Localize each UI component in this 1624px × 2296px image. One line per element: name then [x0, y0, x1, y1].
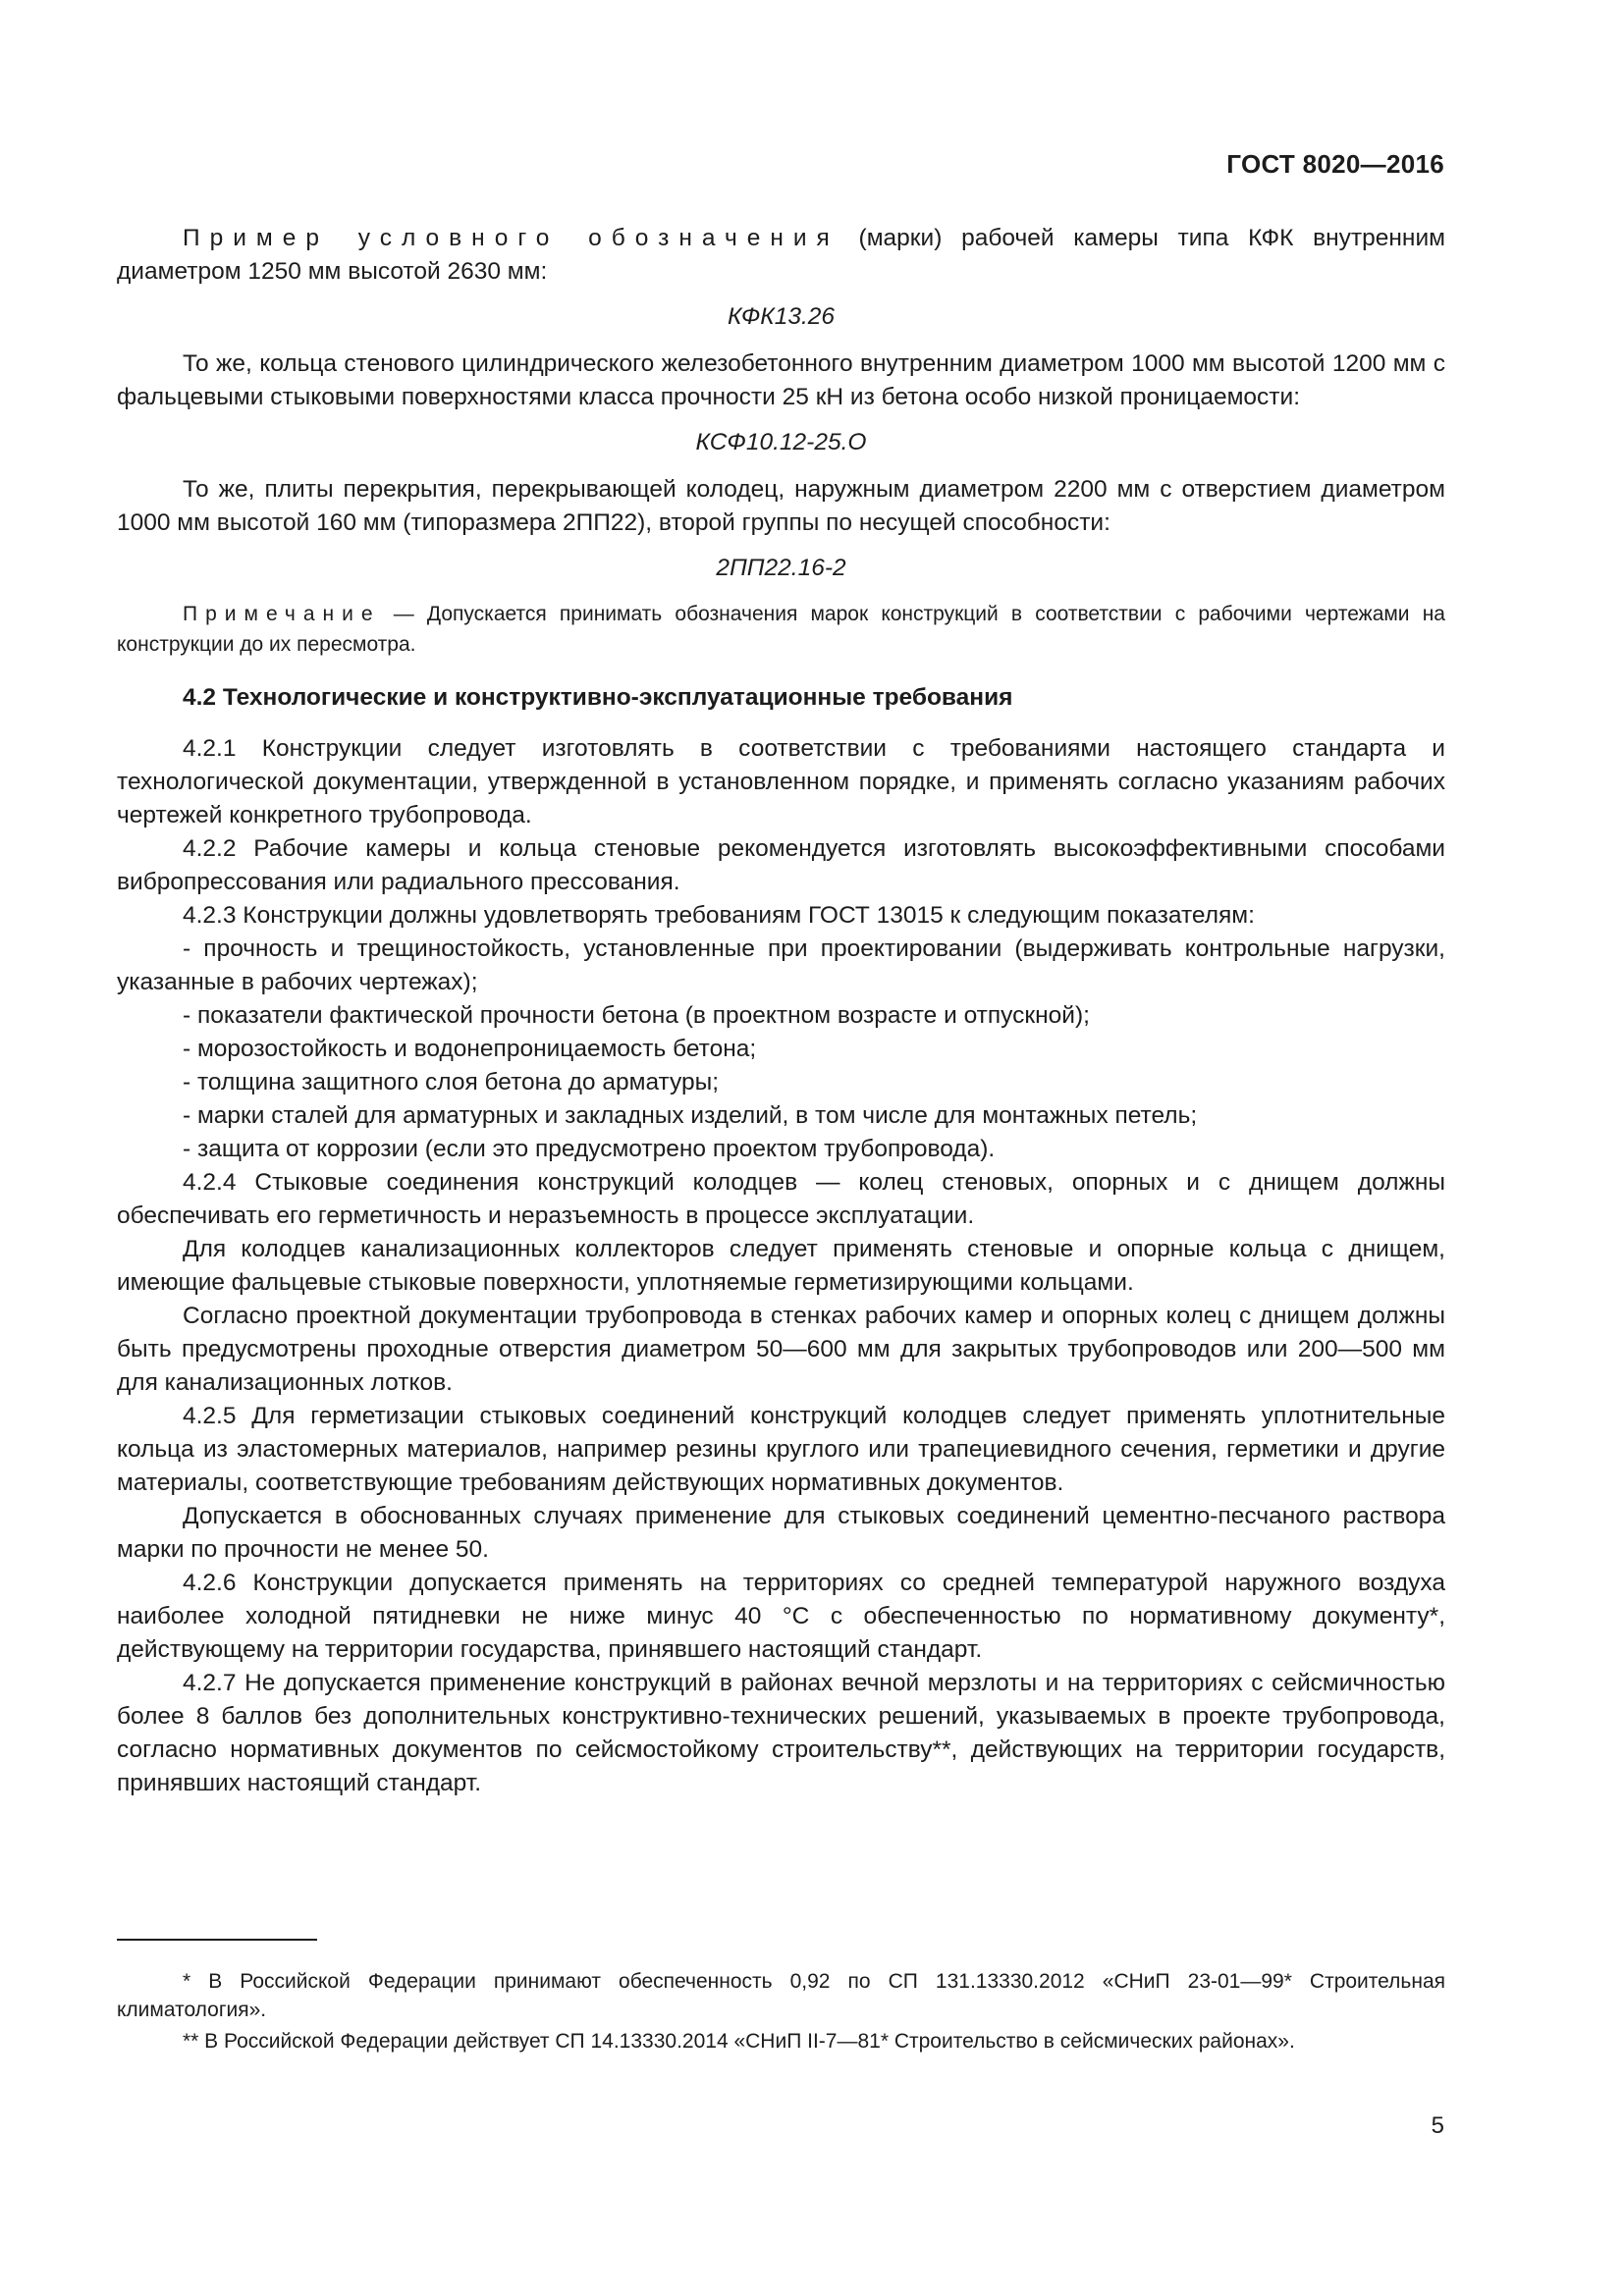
- clause-4-2-6: 4.2.6 Конструкции допускается применять на территориях со средней температурой наружного воздуха наиболее холодной пятидневки не ниже минус 40 °С с обеспеченностью по нормативному документу*, действующему на территории государства, принявшего настоящий стандарт.: [117, 1570, 1445, 1663]
- list-item: - морозостойкость и водонепроницаемость бетона;: [183, 1036, 757, 1062]
- clause-4-2-4-sewer: Для колодцев канализационных коллекторов следует применять стеновые и опорные кольца с днищем, имеющие фальцевые стыковые поверхности, уплотняемые герметизирующими кольцами.: [117, 1236, 1445, 1296]
- example-designation-paragraph: [117, 222, 1445, 289]
- footnote: ** В Российской Федерации действует СП 14.13330.2014 «СНиП II-7—81* Строительство в сейсмических районах».: [183, 2030, 1295, 2053]
- clause-4-2-7: 4.2.7 Не допускается применение конструкций в районах вечной мерзлоты и на территориях с сейсмичностью более 8 баллов без дополнительных конструктивно-технических решений, указываемых в проекте трубопровода, согласно нормативных документов по сейсмостойкому строительству**, действующих на территории государств, принявших настоящий стандарт.: [117, 1670, 1445, 1796]
- example-slab-paragraph: То же, плиты перекрытия, перекрывающей колодец, наружным диаметром 2200 мм с отверстием диаметром 1000 мм высотой 160 мм (типоразмера 2ПП22), второй группы по несущей способности:: [117, 476, 1445, 536]
- designation-code: КСФ10.12-25.О: [695, 429, 867, 455]
- clause-4-2-3: 4.2.3 Конструкции должны удовлетворять требованиям ГОСТ 13015 к следующим показателям:: [183, 902, 1255, 929]
- section-heading: 4.2 Технологические и конструктивно-эксплуатационные требования: [183, 684, 1013, 711]
- example-text: (марки) рабочей камеры типа КФК внутренним диаметром 1250 мм высотой 2630 мм:: [117, 225, 1445, 285]
- page-number: 5: [1431, 2112, 1444, 2139]
- list-item: - показатели фактической прочности бетона (в проектном возрасте и отпускной);: [183, 1002, 1090, 1029]
- clause-4-2-4: 4.2.4 Стыковые соединения конструкций колодцев — колец стеновых, опорных и с днищем должны обеспечивать его герметичность и неразъемность в процессе эксплуатации.: [117, 1169, 1445, 1229]
- list-item: - марки сталей для арматурных и закладных изделий, в том числе для монтажных петель;: [183, 1102, 1198, 1129]
- footnotes: [117, 1967, 1445, 2058]
- clause-4-2-1: 4.2.1 Конструкции следует изготовлять в соответствии с требованиями настоящего стандарта и технологической документации, утвержденной в установленном порядке, и применять согласно указаниям рабочих чертежей конкретного трубопровода.: [117, 735, 1445, 828]
- list-item: - прочность и трещиностойкость, установленные при проектировании (выдерживать контрольные нагрузки, указанные в рабочих чертежах);: [117, 935, 1445, 995]
- list-item: - защита от коррозии (если это предусмотрено проектом трубопровода).: [183, 1136, 996, 1162]
- designation-code: КФК13.26: [727, 303, 836, 330]
- designation-code: 2ПП22.16-2: [716, 555, 846, 581]
- example-ring-paragraph: То же, кольца стенового цилиндрического железобетонного внутренним диаметром 1000 мм высотой 1200 мм с фальцевыми стыковыми поверхностями класса прочности 25 кН из бетона особо низкой проницаемости:: [117, 350, 1445, 410]
- standard-header: ГОСТ 8020—2016: [1226, 149, 1444, 179]
- note-label: Примечание: [183, 603, 381, 625]
- example-label: Пример условного обозначения: [183, 225, 839, 251]
- clause-4-2-4-openings: Согласно проектной документации трубопровода в стенках рабочих камер и опорных колец с днищем должны быть предусмотрены проходные отверстия диаметром 50—600 мм для закрытых трубопроводов или 200—500 мм для канализационных лотков.: [117, 1303, 1445, 1396]
- note-text: — Допускается принимать обозначения марок конструкций в соответствии с рабочими чертежами на конструкции до их пересмотра.: [117, 603, 1445, 656]
- clause-4-2-5-mortar: Допускается в обоснованных случаях применение для стыковых соединений цементно-песчаного раствора марки по прочности не менее 50.: [117, 1503, 1445, 1563]
- footnote-divider: [117, 1939, 317, 1941]
- document-body: [117, 222, 1445, 1800]
- list-item: - толщина защитного слоя бетона до арматуры;: [183, 1069, 720, 1095]
- footnote: * В Российской Федерации принимают обеспеченность 0,92 по СП 131.13330.2012 «СНиП 23-01—99* Строительная климатология».: [117, 1970, 1445, 2021]
- clause-4-2-5: 4.2.5 Для герметизации стыковых соединений конструкций колодцев следует применять уплотнительные кольца из эластомерных материалов, например резины круглого или трапециевидного сечения, герметики и другие материалы, соответствующие требованиям действующих нормативных документов.: [117, 1403, 1445, 1496]
- clause-4-2-2: 4.2.2 Рабочие камеры и кольца стеновые рекомендуется изготовлять высокоэффективными способами вибропрессования или радиального прессования.: [117, 835, 1445, 895]
- note-paragraph: [117, 599, 1445, 660]
